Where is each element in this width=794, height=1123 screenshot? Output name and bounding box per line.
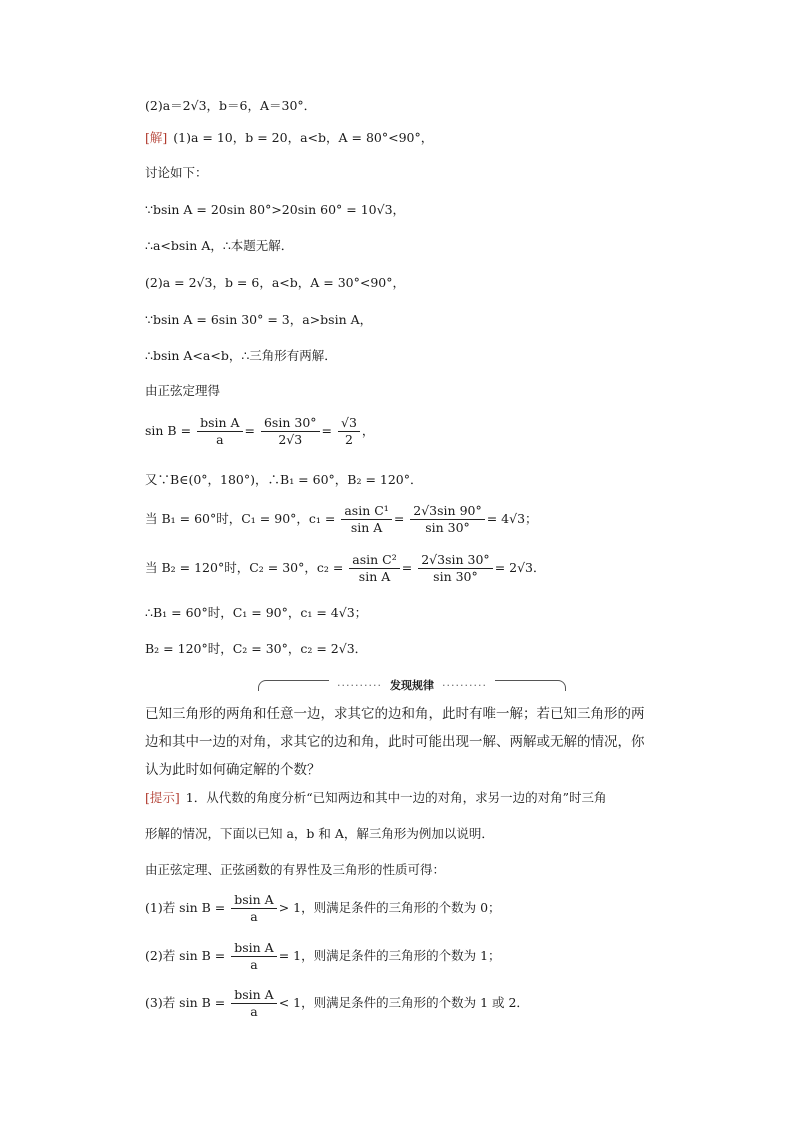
banner-label: 发现规律 xyxy=(386,679,438,692)
eq-lhs: 当 B₁ = 60°时，C₁ = 90°，c₁ = xyxy=(145,511,336,526)
case-b1-equation: 当 B₁ = 60°时，C₁ = 90°，c₁ = $\frac{\text{asin C¹}}{\text{sin A}}$ = $\frac{2√3\sin 90^\circ}{\sin 30^\circ}$ = 4√3； xyxy=(145,503,538,535)
fraction xyxy=(231,941,276,972)
fraction-numerator: bsin A xyxy=(231,941,276,957)
solution-line-3: ∵bsin A = 20sin 80°>20sin 60° = 10√3， xyxy=(145,202,406,217)
condition-lhs: (2)若 sin B = xyxy=(145,948,226,963)
solution-line-5: (2)a = 2√3，b = 6，a<b，A = 30°<90°， xyxy=(145,275,405,290)
fraction-denominator: 2 xyxy=(344,432,353,447)
tip-tag: [提示] xyxy=(145,790,180,805)
condition-1 xyxy=(145,893,501,924)
condition-rhs: = 1，则满足条件的三角形的个数为 1； xyxy=(278,948,501,963)
tip-text-1: 1．从代数的角度分析“已知两边和其中一边的对角，求另一边的对角”时三角 xyxy=(185,790,607,805)
tip-line-1 xyxy=(145,790,607,806)
banner-title xyxy=(258,677,566,693)
fraction xyxy=(349,553,399,584)
eq-tail: ， xyxy=(361,423,375,438)
fraction-numerator: bsin A xyxy=(197,416,242,432)
fraction xyxy=(231,988,276,1019)
condition-lhs: (1)若 sin B = xyxy=(145,900,226,915)
fraction xyxy=(418,553,492,584)
case-b2-equation: 当 B₂ = 120°时，C₂ = 30°，c₂ = $\frac{\text{asin C²}}{\text{sin A}}$ = $\frac{2√3\sin 30^\circ}{\sin 30^\circ}$ = 2√3． xyxy=(145,552,546,584)
condition-rhs: > 1，则满足条件的三角形的个数为 0； xyxy=(278,900,501,915)
fraction-denominator: a xyxy=(250,957,258,972)
condition-rhs: < 1，则满足条件的三角形的个数为 1 或 2． xyxy=(278,995,529,1010)
fraction xyxy=(341,504,391,535)
fraction-numerator: 2√3sin 90° xyxy=(410,504,484,520)
fraction-denominator: sin 30° xyxy=(433,569,478,584)
discovery-paragraph xyxy=(145,700,655,784)
condition-lhs: (3)若 sin B = xyxy=(145,995,226,1010)
conclusion-line-2: B₂ = 120°时，C₂ = 30°，c₂ = 2√3． xyxy=(145,641,368,656)
discussion-heading: 讨论如下： xyxy=(145,165,208,180)
tip-line-2: 形解的情况，下面以已知 a，b 和 A，解三角形为例加以说明． xyxy=(145,826,494,841)
fraction-denominator: sin A xyxy=(358,569,391,584)
fraction-denominator: a xyxy=(250,1004,258,1019)
tip-line-3: 由正弦定理、正弦函数的有界性及三角形的性质可得： xyxy=(145,862,446,877)
fraction xyxy=(261,416,320,447)
condition-3 xyxy=(145,988,529,1019)
fraction-denominator: a xyxy=(216,432,224,447)
fraction xyxy=(197,416,242,447)
fraction-numerator: √3 xyxy=(338,416,360,432)
angle-b-values: 又∵B∈(0°，180°)，∴B₁ = 60°，B₂ = 120°． xyxy=(145,472,423,487)
eq-tail: = 2√3． xyxy=(494,560,546,575)
problem-part-2: (2)a＝2√3，b＝6，A＝30°． xyxy=(145,98,317,113)
solution-line-6: ∵bsin A = 6sin 30° = 3，a>bsin A， xyxy=(145,312,373,327)
eq-lhs: sin B = xyxy=(145,423,192,438)
discovery-text: 已知三角形的两角和任意一边，求其它的边和角，此时有唯一解；若已知三角形的两边和其中一边的对角，求其它的边和角，此时可能出现一解、两解或无解的情况，你认为此时如何确定解的个数？ xyxy=(145,706,645,778)
conclusion-line-1: ∴B₁ = 60°时，C₁ = 90°，c₁ = 4√3； xyxy=(145,605,368,620)
fraction-numerator: asin C² xyxy=(349,553,399,569)
solution-line-7: ∴bsin A<a<b，∴三角形有两解． xyxy=(145,348,337,363)
section-banner xyxy=(258,676,566,694)
solution-line-1 xyxy=(145,130,433,146)
fraction-denominator: a xyxy=(250,909,258,924)
fraction-numerator: bsin A xyxy=(231,893,276,909)
eq-tail: = 4√3； xyxy=(486,511,538,526)
condition-2 xyxy=(145,941,501,972)
solution-tag: [解] xyxy=(145,130,168,145)
solution-line-4: ∴a<bsin A，∴本题无解． xyxy=(145,238,294,253)
fraction-numerator: 6sin 30° xyxy=(261,416,320,432)
fraction xyxy=(231,893,276,924)
fraction-numerator: 2√3sin 30° xyxy=(418,553,492,569)
eq-lhs: 当 B₂ = 120°时，C₂ = 30°，c₂ = xyxy=(145,560,344,575)
fraction-denominator: sin 30° xyxy=(425,520,470,535)
solution-text-1: (1)a = 10，b = 20，a<b，A = 80°<90°， xyxy=(173,130,434,145)
banner-dots-left: ·········· xyxy=(333,679,386,692)
fraction-numerator: asin C¹ xyxy=(341,504,391,520)
banner-dots-right: ·········· xyxy=(438,679,491,692)
fraction-denominator: sin A xyxy=(350,520,383,535)
fraction xyxy=(410,504,484,535)
sine-law-heading: 由正弦定理得 xyxy=(145,383,221,398)
fraction xyxy=(338,416,360,447)
fraction-numerator: bsin A xyxy=(231,988,276,1004)
fraction-denominator: 2√3 xyxy=(278,432,303,447)
sine-b-equation: sin B = $\frac{\text{bsin A}}{a}$ = $\frac{6\sin 30^\circ}{2√3}$ = $\frac{√3}{2}$ ， xyxy=(145,415,375,447)
